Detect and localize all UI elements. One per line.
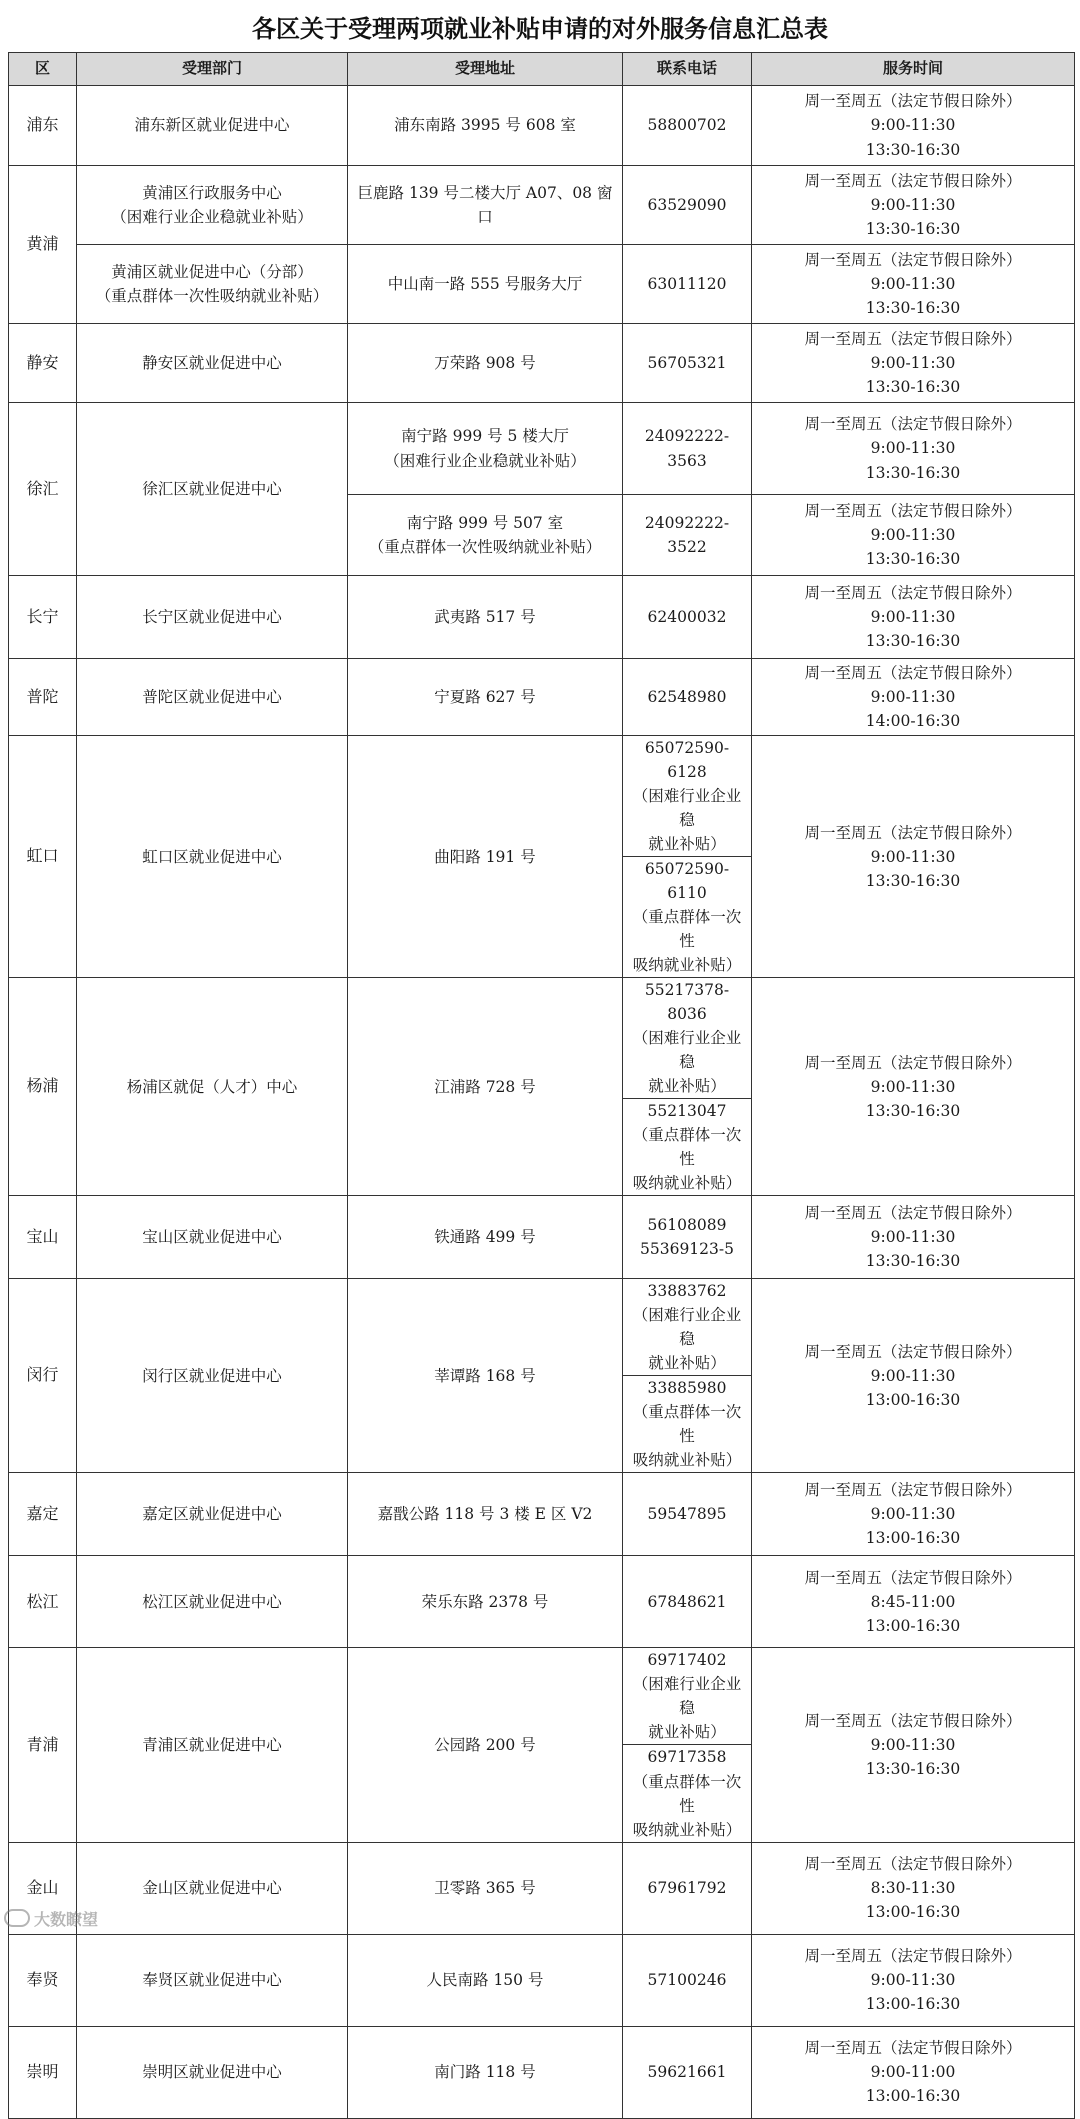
table-row xyxy=(9,1473,1075,1556)
department-cell: 静安区就业促进中心 xyxy=(77,324,348,403)
service-time-cell: 周一至周五（法定节假日除外） 8:45-11:00 13:00-16:30 xyxy=(752,1556,1075,1648)
table-body xyxy=(9,86,1075,2119)
address-cell: 武夷路 517 号 xyxy=(348,576,623,659)
phone-cell: 57100246 xyxy=(623,1934,752,2026)
department-cell: 奉贤区就业促进中心 xyxy=(77,1934,348,2026)
service-info-table xyxy=(8,52,1075,2119)
department-cell: 徐汇区就业促进中心 xyxy=(77,403,348,576)
phone-cell: 67848621 xyxy=(623,1556,752,1648)
address-cell: 南宁路 999 号 5 楼大厅 （困难行业企业稳就业补贴） xyxy=(348,403,623,495)
service-time-cell: 周一至周五（法定节假日除外） 9:00-11:30 13:00-16:30 xyxy=(752,1473,1075,1556)
address-cell: 宁夏路 627 号 xyxy=(348,659,623,736)
department-cell: 虹口区就业促进中心 xyxy=(77,736,348,978)
col-address-header: 受理地址 xyxy=(348,53,623,86)
address-cell: 人民南路 150 号 xyxy=(348,1934,623,2026)
address-cell: 铁通路 499 号 xyxy=(348,1196,623,1279)
header-row xyxy=(9,53,1075,86)
address-cell: 万荣路 908 号 xyxy=(348,324,623,403)
district-cell: 嘉定 xyxy=(9,1473,77,1556)
address-cell: 卫零路 365 号 xyxy=(348,1842,623,1934)
table-row xyxy=(9,736,1075,857)
department-cell: 黄浦区就业促进中心（分部） （重点群体一次性吸纳就业补贴） xyxy=(77,245,348,324)
address-cell: 巨鹿路 139 号二楼大厅 A07、08 窗 口 xyxy=(348,166,623,245)
service-time-cell: 周一至周五（法定节假日除外） 9:00-11:30 14:00-16:30 xyxy=(752,659,1075,736)
table-row xyxy=(9,2026,1075,2118)
service-time-cell: 周一至周五（法定节假日除外） 9:00-11:30 13:30-16:30 xyxy=(752,245,1075,324)
phone-cell: 55217378-8036 （困难行业企业稳 就业补贴） xyxy=(623,978,752,1099)
district-cell: 徐汇 xyxy=(9,403,77,576)
service-time-cell: 周一至周五（法定节假日除外） 9:00-11:30 13:30-16:30 xyxy=(752,1648,1075,1842)
phone-cell: 56108089 55369123-5 xyxy=(623,1196,752,1279)
phone-cell: 62548980 xyxy=(623,659,752,736)
department-cell: 青浦区就业促进中心 xyxy=(77,1648,348,1842)
service-time-cell: 周一至周五（法定节假日除外） 8:30-11:30 13:00-16:30 xyxy=(752,1842,1075,1934)
phone-cell: 63529090 xyxy=(623,166,752,245)
phone-cell: 58800702 xyxy=(623,86,752,166)
district-cell: 崇明 xyxy=(9,2026,77,2118)
district-cell: 黄浦 xyxy=(9,166,77,324)
service-time-cell: 周一至周五（法定节假日除外） 9:00-11:00 13:00-16:30 xyxy=(752,2026,1075,2118)
department-cell: 金山区就业促进中心 xyxy=(77,1842,348,1934)
service-time-cell: 周一至周五（法定节假日除外） 9:00-11:30 13:30-16:30 xyxy=(752,495,1075,576)
address-cell: 江浦路 728 号 xyxy=(348,978,623,1196)
phone-cell: 24092222-3522 xyxy=(623,495,752,576)
service-time-cell: 周一至周五（法定节假日除外） 9:00-11:30 13:00-16:30 xyxy=(752,1279,1075,1473)
department-cell: 黄浦区行政服务中心 （困难行业企业稳就业补贴） xyxy=(77,166,348,245)
table-row xyxy=(9,1556,1075,1648)
table-row xyxy=(9,1648,1075,1745)
service-time-cell: 周一至周五（法定节假日除外） 9:00-11:30 13:30-16:30 xyxy=(752,403,1075,495)
department-cell: 闵行区就业促进中心 xyxy=(77,1279,348,1473)
table-row xyxy=(9,166,1075,245)
col-phone-header: 联系电话 xyxy=(623,53,752,86)
address-cell: 浦东南路 3995 号 608 室 xyxy=(348,86,623,166)
department-cell: 长宁区就业促进中心 xyxy=(77,576,348,659)
table-row xyxy=(9,1842,1075,1934)
department-cell: 崇明区就业促进中心 xyxy=(77,2026,348,2118)
district-cell: 静安 xyxy=(9,324,77,403)
service-time-cell: 周一至周五（法定节假日除外） 9:00-11:30 13:30-16:30 xyxy=(752,978,1075,1196)
department-cell: 杨浦区就促（人才）中心 xyxy=(77,978,348,1196)
col-district-header: 区 xyxy=(9,53,77,86)
district-cell: 金山 xyxy=(9,1842,77,1934)
department-cell: 松江区就业促进中心 xyxy=(77,1556,348,1648)
department-cell: 普陀区就业促进中心 xyxy=(77,659,348,736)
phone-cell: 59621661 xyxy=(623,2026,752,2118)
watermark-text: 大数瞭望 xyxy=(34,1909,99,1929)
service-time-cell: 周一至周五（法定节假日除外） 9:00-11:30 13:00-16:30 xyxy=(752,1934,1075,2026)
col-service-time-header: 服务时间 xyxy=(752,53,1075,86)
district-cell: 长宁 xyxy=(9,576,77,659)
address-cell: 荣乐东路 2378 号 xyxy=(348,1556,623,1648)
phone-cell: 33883762 （困难行业企业稳 就业补贴） xyxy=(623,1279,752,1376)
table-row xyxy=(9,1196,1075,1279)
district-cell: 闵行 xyxy=(9,1279,77,1473)
phone-cell: 69717402 （困难行业企业稳 就业补贴） xyxy=(623,1648,752,1745)
table-row xyxy=(9,403,1075,495)
col-department-header: 受理部门 xyxy=(77,53,348,86)
watermark xyxy=(4,1906,98,1930)
service-time-cell: 周一至周五（法定节假日除外） 9:00-11:30 13:30-16:30 xyxy=(752,86,1075,166)
address-cell: 公园路 200 号 xyxy=(348,1648,623,1842)
table-row xyxy=(9,659,1075,736)
page-title: 各区关于受理两项就业补贴申请的对外服务信息汇总表 xyxy=(252,14,828,43)
table-row xyxy=(9,245,1075,324)
phone-cell: 24092222-3563 xyxy=(623,403,752,495)
phone-cell: 56705321 xyxy=(623,324,752,403)
address-cell: 莘谭路 168 号 xyxy=(348,1279,623,1473)
phone-cell: 59547895 xyxy=(623,1473,752,1556)
district-cell: 虹口 xyxy=(9,736,77,978)
table-row xyxy=(9,1279,1075,1376)
service-time-cell: 周一至周五（法定节假日除外） 9:00-11:30 13:30-16:30 xyxy=(752,576,1075,659)
address-cell: 南门路 118 号 xyxy=(348,2026,623,2118)
table-row xyxy=(9,86,1075,166)
address-cell: 嘉戬公路 118 号 3 楼 E 区 V2 xyxy=(348,1473,623,1556)
table-row xyxy=(9,576,1075,659)
department-cell: 浦东新区就业促进中心 xyxy=(77,86,348,166)
address-cell: 南宁路 999 号 507 室 （重点群体一次性吸纳就业补贴） xyxy=(348,495,623,576)
service-time-cell: 周一至周五（法定节假日除外） 9:00-11:30 13:30-16:30 xyxy=(752,736,1075,978)
phone-cell: 69717358 （重点群体一次性 吸纳就业补贴） xyxy=(623,1745,752,1842)
district-cell: 杨浦 xyxy=(9,978,77,1196)
district-cell: 青浦 xyxy=(9,1648,77,1842)
district-cell: 浦东 xyxy=(9,86,77,166)
phone-cell: 67961792 xyxy=(623,1842,752,1934)
phone-cell: 63011120 xyxy=(623,245,752,324)
phone-cell: 65072590-6128 （困难行业企业稳 就业补贴） xyxy=(623,736,752,857)
phone-cell: 62400032 xyxy=(623,576,752,659)
department-cell: 宝山区就业促进中心 xyxy=(77,1196,348,1279)
district-cell: 宝山 xyxy=(9,1196,77,1279)
district-cell: 松江 xyxy=(9,1556,77,1648)
district-cell: 奉贤 xyxy=(9,1934,77,2026)
address-cell: 中山南一路 555 号服务大厅 xyxy=(348,245,623,324)
phone-cell: 65072590-6110 （重点群体一次性 吸纳就业补贴） xyxy=(623,857,752,978)
table-row xyxy=(9,1934,1075,2026)
table-row xyxy=(9,324,1075,403)
phone-cell: 33885980 （重点群体一次性 吸纳就业补贴） xyxy=(623,1376,752,1473)
table-header xyxy=(9,53,1075,86)
department-cell: 嘉定区就业促进中心 xyxy=(77,1473,348,1556)
watermark-logo-icon xyxy=(4,1909,30,1927)
district-cell: 普陀 xyxy=(9,659,77,736)
table-row xyxy=(9,978,1075,1099)
service-time-cell: 周一至周五（法定节假日除外） 9:00-11:30 13:30-16:30 xyxy=(752,1196,1075,1279)
address-cell: 曲阳路 191 号 xyxy=(348,736,623,978)
service-time-cell: 周一至周五（法定节假日除外） 9:00-11:30 13:30-16:30 xyxy=(752,324,1075,403)
service-time-cell: 周一至周五（法定节假日除外） 9:00-11:30 13:30-16:30 xyxy=(752,166,1075,245)
phone-cell: 55213047 （重点群体一次性 吸纳就业补贴） xyxy=(623,1099,752,1196)
